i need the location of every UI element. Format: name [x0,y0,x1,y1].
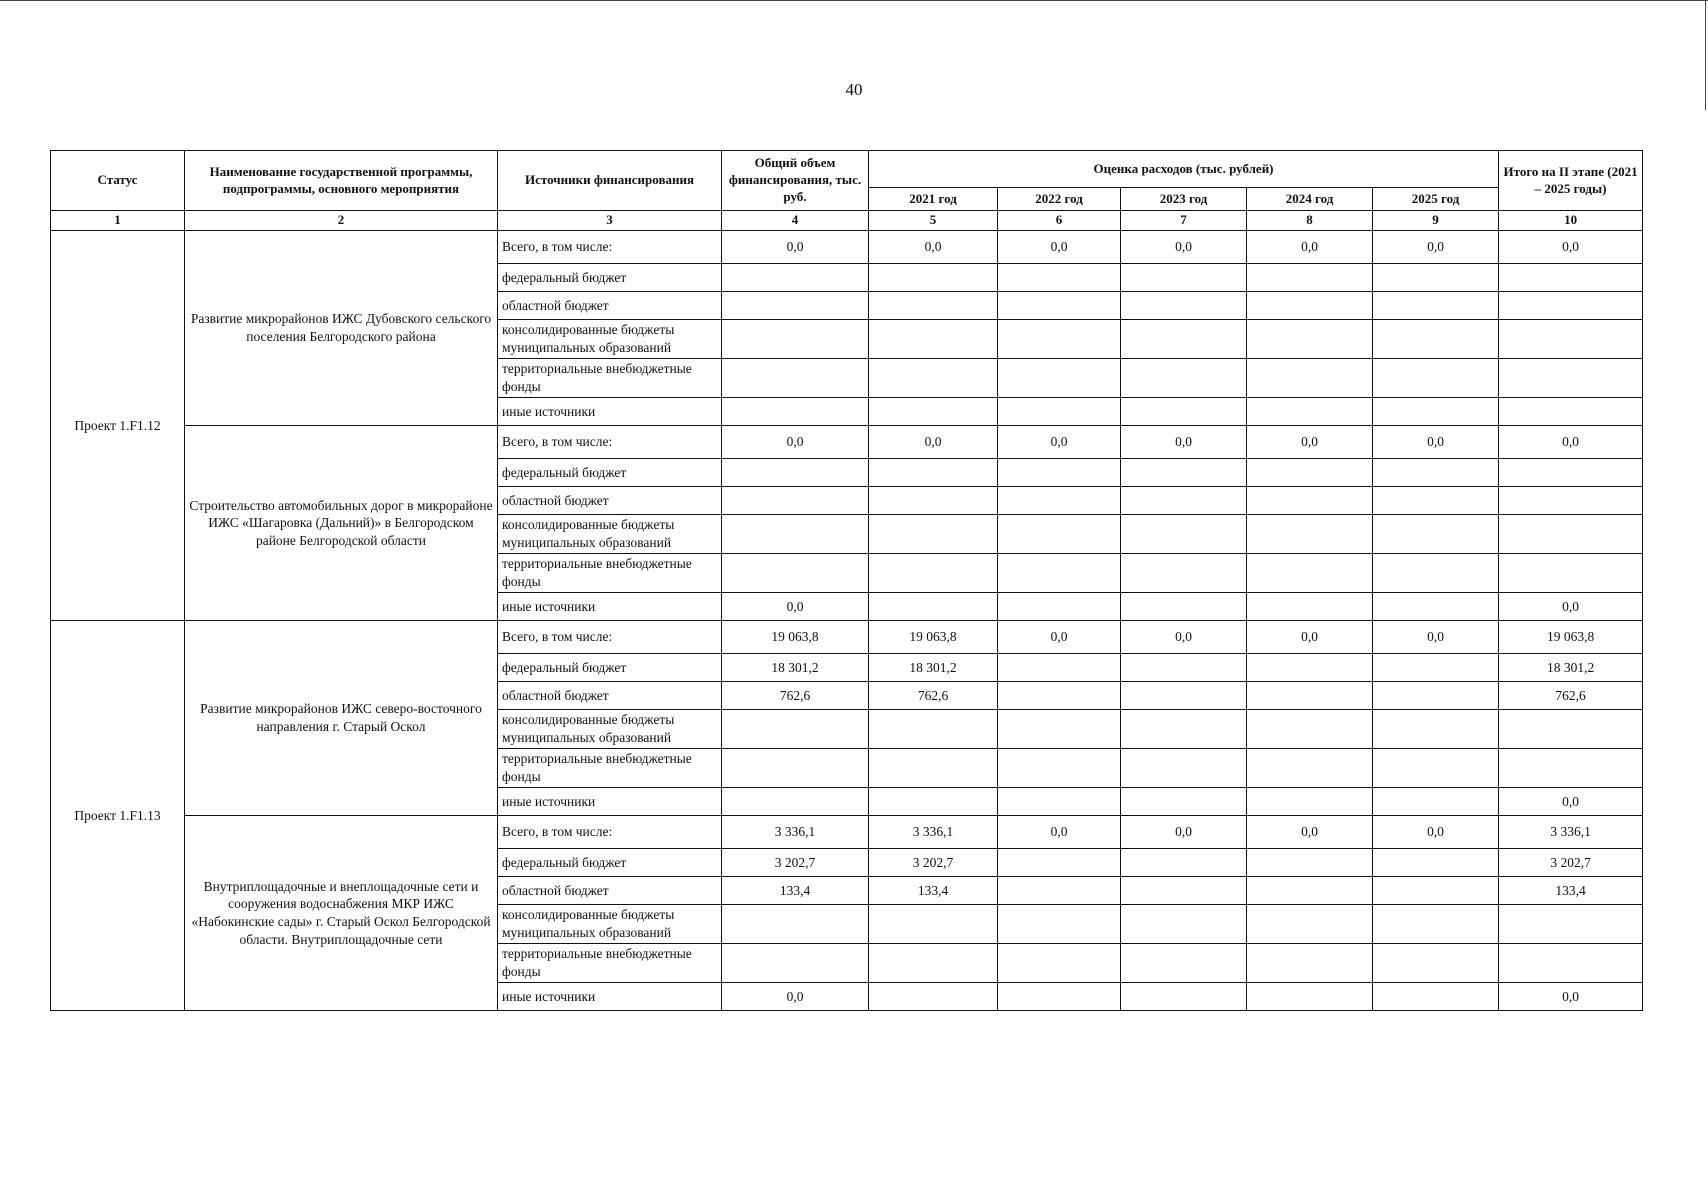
source-cell: областной бюджет [498,292,722,320]
year-value-cell [1373,710,1499,749]
header-stage-total: Итого на II этапе (2021 – 2025 годы) [1499,151,1643,211]
year-value-cell [998,944,1121,983]
source-cell: иные источники [498,983,722,1011]
year-value-cell: 0,0 [1121,621,1247,654]
column-number: 3 [498,211,722,231]
year-value-cell [869,905,998,944]
activity-name-cell: Строительство автомобильных дорог в микрорайоне ИЖС «Шагаровка (Дальний)» в Белгородском районе Белгородской области [185,426,498,621]
year-value-cell [1247,459,1373,487]
year-value-cell: 0,0 [1247,426,1373,459]
total-value-cell: 3 336,1 [722,816,869,849]
year-value-cell [1373,682,1499,710]
year-value-cell: 0,0 [1247,816,1373,849]
year-value-cell [1373,320,1499,359]
year-value-cell [1247,593,1373,621]
year-value-cell [1373,593,1499,621]
status-cell: Проект 1.F1.13 [51,621,185,1011]
year-value-cell [998,398,1121,426]
year-value-cell [1247,788,1373,816]
year-value-cell [869,944,998,983]
total-value-cell [722,944,869,983]
year-value-cell: 0,0 [998,621,1121,654]
year-value-cell: 0,0 [1247,621,1373,654]
year-value-cell [1247,877,1373,905]
year-value-cell [1121,487,1247,515]
page-number: 40 [845,80,863,99]
year-value-cell: 0,0 [1373,426,1499,459]
year-value-cell [1121,710,1247,749]
header-year: 2023 год [1121,188,1247,211]
year-value-cell: 762,6 [869,682,998,710]
source-cell: федеральный бюджет [498,654,722,682]
year-value-cell [869,710,998,749]
year-value-cell [1121,554,1247,593]
year-value-cell [1247,682,1373,710]
stage-total-cell: 133,4 [1499,877,1643,905]
total-value-cell [722,320,869,359]
year-value-cell [1373,398,1499,426]
activity-name-cell: Развитие микрорайонов ИЖС северо-восточного направления г. Старый Оскол [185,621,498,816]
activity-name-cell: Внутриплощадочные и внеплощадочные сети и сооружения водоснабжения МКР ИЖС «Набокинские сады» г. Старый Оскол Белгородской области. Внутриплощадочные сети [185,816,498,1011]
year-value-cell [869,264,998,292]
total-value-cell [722,788,869,816]
year-value-cell [1121,515,1247,554]
year-value-cell [1373,654,1499,682]
stage-total-cell [1499,944,1643,983]
year-value-cell [1247,849,1373,877]
year-value-cell [869,749,998,788]
stage-total-cell [1499,320,1643,359]
year-value-cell [1373,292,1499,320]
year-value-cell [1373,749,1499,788]
source-cell: территориальные внебюджетные фонды [498,554,722,593]
year-value-cell [998,487,1121,515]
year-value-cell [998,983,1121,1011]
year-value-cell [1247,905,1373,944]
stage-total-cell: 0,0 [1499,593,1643,621]
stage-total-cell: 0,0 [1499,983,1643,1011]
year-value-cell [998,905,1121,944]
year-value-cell [1247,710,1373,749]
year-value-cell [1373,459,1499,487]
source-cell: иные источники [498,593,722,621]
year-value-cell [998,877,1121,905]
header-estimate: Оценка расходов (тыс. рублей) [869,151,1499,188]
financing-table [50,150,1643,1011]
header-sources: Источники финансирования [498,151,722,211]
total-value-cell: 19 063,8 [722,621,869,654]
year-value-cell: 0,0 [1121,231,1247,264]
source-cell: территориальные внебюджетные фонды [498,944,722,983]
source-cell: областной бюджет [498,877,722,905]
column-number: 1 [51,211,185,231]
table-row [51,816,1643,849]
year-value-cell [869,398,998,426]
year-value-cell [1373,487,1499,515]
year-value-cell [998,654,1121,682]
total-value-cell [722,749,869,788]
year-value-cell [1121,682,1247,710]
column-number: 7 [1121,211,1247,231]
year-value-cell [1247,515,1373,554]
year-value-cell [1121,983,1247,1011]
year-value-cell: 0,0 [869,426,998,459]
year-value-cell: 3 336,1 [869,816,998,849]
year-value-cell [1247,554,1373,593]
header-year: 2021 год [869,188,998,211]
year-value-cell [998,788,1121,816]
year-value-cell [1121,788,1247,816]
year-value-cell [998,292,1121,320]
year-value-cell [1247,983,1373,1011]
header-name: Наименование государственной программы, подпрограммы, основного мероприятия [185,151,498,211]
total-value-cell: 3 202,7 [722,849,869,877]
year-value-cell [1121,359,1247,398]
year-value-cell [1373,877,1499,905]
year-value-cell [998,264,1121,292]
stage-total-cell: 0,0 [1499,231,1643,264]
total-value-cell [722,905,869,944]
year-value-cell [998,710,1121,749]
table-row [51,231,1643,264]
year-value-cell [1121,944,1247,983]
year-value-cell [869,292,998,320]
total-value-cell: 18 301,2 [722,654,869,682]
year-value-cell [1373,554,1499,593]
source-cell: Всего, в том числе: [498,426,722,459]
year-value-cell: 0,0 [1373,816,1499,849]
source-cell: консолидированные бюджеты муниципальных образований [498,905,722,944]
stage-total-cell [1499,264,1643,292]
year-value-cell [1121,320,1247,359]
stage-total-cell: 3 336,1 [1499,816,1643,849]
year-value-cell [869,788,998,816]
stage-total-cell [1499,487,1643,515]
source-cell: федеральный бюджет [498,459,722,487]
column-number: 9 [1373,211,1499,231]
stage-total-cell: 18 301,2 [1499,654,1643,682]
year-value-cell [1121,905,1247,944]
year-value-cell: 18 301,2 [869,654,998,682]
source-cell: консолидированные бюджеты муниципальных образований [498,515,722,554]
year-value-cell [1121,398,1247,426]
table-header [51,151,1643,231]
year-value-cell [1247,487,1373,515]
year-value-cell [1121,877,1247,905]
year-value-cell [998,459,1121,487]
year-value-cell [1247,320,1373,359]
year-value-cell [998,849,1121,877]
year-value-cell [869,593,998,621]
source-cell: территориальные внебюджетные фонды [498,359,722,398]
stage-total-cell [1499,292,1643,320]
stage-total-cell: 3 202,7 [1499,849,1643,877]
source-cell: областной бюджет [498,487,722,515]
year-value-cell [1121,593,1247,621]
year-value-cell [869,554,998,593]
column-number: 8 [1247,211,1373,231]
table-row [51,621,1643,654]
stage-total-cell [1499,398,1643,426]
column-number: 10 [1499,211,1643,231]
header-year: 2025 год [1373,188,1499,211]
year-value-cell [1373,359,1499,398]
year-value-cell [1247,359,1373,398]
year-value-cell [1121,654,1247,682]
stage-total-cell: 0,0 [1499,426,1643,459]
year-value-cell [1373,905,1499,944]
year-value-cell [1121,292,1247,320]
stage-total-cell [1499,749,1643,788]
total-value-cell [722,292,869,320]
source-cell: территориальные внебюджетные фонды [498,749,722,788]
total-value-cell [722,398,869,426]
source-cell: федеральный бюджет [498,849,722,877]
source-cell: Всего, в том числе: [498,621,722,654]
year-value-cell [998,554,1121,593]
header-year: 2022 год [998,188,1121,211]
stage-total-cell [1499,710,1643,749]
source-cell: федеральный бюджет [498,264,722,292]
year-value-cell [1247,749,1373,788]
header-year: 2024 год [1247,188,1373,211]
total-value-cell: 133,4 [722,877,869,905]
year-value-cell: 0,0 [998,231,1121,264]
stage-total-cell: 762,6 [1499,682,1643,710]
year-value-cell: 0,0 [1121,426,1247,459]
year-value-cell [869,459,998,487]
year-value-cell: 0,0 [1373,231,1499,264]
year-value-cell [1373,515,1499,554]
source-cell: консолидированные бюджеты муниципальных образований [498,710,722,749]
stage-total-cell [1499,359,1643,398]
year-value-cell [1121,749,1247,788]
year-value-cell [1373,944,1499,983]
year-value-cell [1247,398,1373,426]
year-value-cell: 19 063,8 [869,621,998,654]
year-value-cell [1373,264,1499,292]
table-body [51,231,1643,1011]
activity-name-cell: Развитие микрорайонов ИЖС Дубовского сельского поселения Белгородского района [185,231,498,426]
year-value-cell [1121,264,1247,292]
year-value-cell [1247,944,1373,983]
column-number: 5 [869,211,998,231]
year-value-cell [1373,983,1499,1011]
total-value-cell [722,359,869,398]
year-value-cell [1373,788,1499,816]
year-value-cell [869,983,998,1011]
year-value-cell [869,320,998,359]
year-value-cell [869,515,998,554]
stage-total-cell [1499,459,1643,487]
year-value-cell [998,515,1121,554]
total-value-cell [722,710,869,749]
source-cell: областной бюджет [498,682,722,710]
total-value-cell [722,515,869,554]
source-cell: консолидированные бюджеты муниципальных образований [498,320,722,359]
total-value-cell [722,554,869,593]
total-value-cell: 0,0 [722,426,869,459]
total-value-cell: 0,0 [722,593,869,621]
year-value-cell: 133,4 [869,877,998,905]
column-number: 6 [998,211,1121,231]
total-value-cell: 0,0 [722,231,869,264]
column-number: 2 [185,211,498,231]
status-cell: Проект 1.F1.12 [51,231,185,621]
stage-total-cell: 0,0 [1499,788,1643,816]
year-value-cell [998,320,1121,359]
year-value-cell [1373,849,1499,877]
year-value-cell [998,749,1121,788]
year-value-cell [998,359,1121,398]
year-value-cell [1247,654,1373,682]
total-value-cell [722,487,869,515]
year-value-cell [1247,264,1373,292]
year-value-cell [998,682,1121,710]
header-total: Общий объем финансирования, тыс. руб. [722,151,869,211]
total-value-cell [722,459,869,487]
source-cell: иные источники [498,398,722,426]
source-cell: Всего, в том числе: [498,816,722,849]
stage-total-cell [1499,905,1643,944]
total-value-cell: 0,0 [722,983,869,1011]
year-value-cell: 0,0 [1121,816,1247,849]
year-value-cell: 0,0 [1247,231,1373,264]
source-cell: иные источники [498,788,722,816]
year-value-cell [998,593,1121,621]
year-value-cell: 0,0 [998,426,1121,459]
stage-total-cell: 19 063,8 [1499,621,1643,654]
stage-total-cell [1499,554,1643,593]
stage-total-cell [1499,515,1643,554]
year-value-cell [869,359,998,398]
year-value-cell: 0,0 [1373,621,1499,654]
year-value-cell: 0,0 [998,816,1121,849]
total-value-cell [722,264,869,292]
year-value-cell [1121,849,1247,877]
year-value-cell: 3 202,7 [869,849,998,877]
source-cell: Всего, в том числе: [498,231,722,264]
column-number: 4 [722,211,869,231]
header-status: Статус [51,151,185,211]
total-value-cell: 762,6 [722,682,869,710]
year-value-cell: 0,0 [869,231,998,264]
year-value-cell [869,487,998,515]
year-value-cell [1247,292,1373,320]
table-row [51,426,1643,459]
year-value-cell [1121,459,1247,487]
top-edge-rule [0,0,1708,1]
